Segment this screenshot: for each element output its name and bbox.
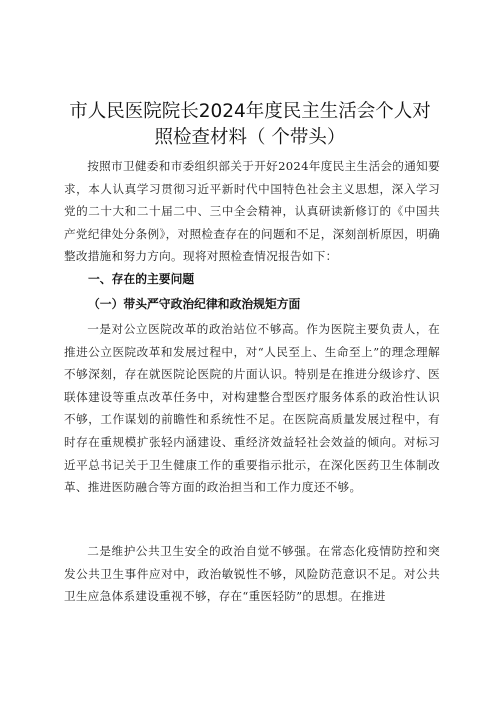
paragraph-public-health: 二是维护公共卫生安全的政治自觉不够强。在常态化疫情防控和突发公共卫生事件应对中，政治敏锐性不够，风险防范意识不足。对公共卫生应急体系建设重视不够，存在“重医轻防”的思想。在推进 (64, 544, 440, 604)
intro-paragraph: 按照市卫健委和市委组织部关于开好2024年度民主生活会的通知要求，本人认真学习贯彻习近平新时代中国特色社会主义思想，深入学习党的二十大和二十届二中、三中全会精神，认真研读新修订的《中国共产党纪律处分条例》，对照检查存在的问题和不足，深刻剖析原因，明确整改措施和努力方向。现将对照检查情况报告如下： (64, 159, 440, 264)
paragraph-reform-stance: 一是对公立医院改革的政治站位不够高。作为医院主要负责人，在推进公立医院改革和发展过程中，对“人民至上、生命至上”的理念理解不够深刻，存在就医院论医院的片面认识。特别是在推进分级诊疗、医联体建设等重点改革任务中，对构建整合型医疗服务体系的政治性认识不够，工作谋划的前瞻性和系统性不足。在医院高质量发展过程中，有时存在重规模扩张轻内涵建设、重经济效益轻社会效益的倾向。对标习近平总书记关于卫生健康工作的重要指示批示，在深化医药卫生体制改革、推进医防融合等方面的政治担当和工作力度还不够。 (64, 322, 440, 495)
section-heading-problems: 一、存在的主要问题 (88, 272, 195, 286)
document-title-line-1: 市人民医院院长2024年度民主生活会个人对 (69, 101, 431, 122)
document-title-line-2: 照检查材料（ 个带头） (154, 127, 346, 148)
subsection-heading-political-discipline: （一）带头严守政治纪律和政治规矩方面 (88, 297, 301, 311)
